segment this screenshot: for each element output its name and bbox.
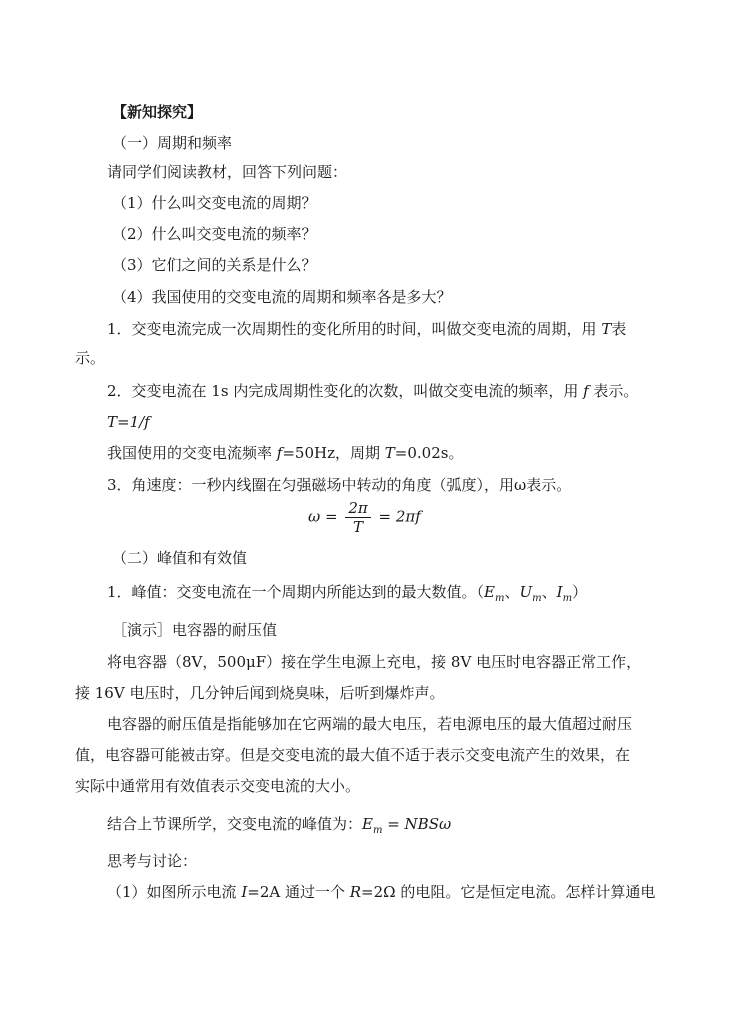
- formula-denominator: T: [353, 518, 364, 536]
- var-f: f: [276, 444, 283, 462]
- part2-title: （二）峰值和有效值: [112, 549, 248, 567]
- symbol-Im: $I_m$: [556, 583, 573, 604]
- definition-frequency-tail: 表示。: [588, 382, 639, 400]
- formula-numerator: 2π: [345, 499, 370, 518]
- question-current-text-b: =2A 通过一个: [247, 883, 350, 901]
- question-current: [107, 882, 655, 902]
- peak-definition: 1．峰值：交变电流在一个周期内所能达到的最大数值。（$E_m$、$U_m$、$I_m$）: [107, 583, 588, 604]
- definition-period-text: 1．交变电流完成一次周期性的变化所用的时间，叫做交变电流的周期，用: [107, 320, 602, 338]
- definition-frequency: [107, 381, 638, 401]
- symbol-Em: $E_m$: [484, 583, 505, 604]
- question-2: （2）什么叫交变电流的频率？: [112, 225, 317, 243]
- question-4: （4）我国使用的交变电流的周期和频率各是多大？: [112, 288, 452, 306]
- formula-rhs: = 2πf: [378, 507, 421, 526]
- china-text-a: 我国使用的交变电流频率: [107, 444, 277, 462]
- china-ac-values: [107, 443, 463, 463]
- demo-line-2: 接 16V 电压时，几分钟后闻到烧臭味，后听到爆炸声。: [75, 684, 445, 702]
- paragraph-line-2: 值，电容器可能被击穿。但是交变电流的最大值不适于表示交变电流产生的效果，在: [75, 746, 631, 764]
- relation-formula: T=1/f: [107, 413, 150, 431]
- var-R: R: [349, 883, 362, 901]
- var-f: f: [583, 382, 589, 400]
- paragraph-line-3: 实际中通常用有效值表示交变电流的大小。: [75, 777, 361, 795]
- angular-velocity-formula: [308, 499, 421, 536]
- formula-lhs: ω =: [308, 507, 338, 526]
- question-3: （3）它们之间的关系是什么？: [112, 256, 317, 274]
- peak-equation: [107, 814, 451, 841]
- question-current-text-a: （1）如图所示电流: [107, 883, 242, 901]
- china-text-b: =50Hz，周期: [282, 444, 385, 462]
- angular-velocity-def: 3．角速度：一秒内线圈在匀强磁场中转动的角度（弧度），用ω表示。: [107, 476, 572, 494]
- china-text-c: =0.02s。: [394, 444, 464, 462]
- part1-intro: 请同学们阅读教材，回答下列问题：: [107, 163, 348, 181]
- definition-period: [107, 319, 626, 339]
- demo-title: ［演示］电容器的耐压值: [112, 621, 278, 639]
- paragraph-line-1: 电容器的耐压值是指能够加在它两端的最大电压，若电源电压的最大值超过耐压: [107, 715, 633, 733]
- formula-fraction: [345, 499, 370, 536]
- question-1: （1）什么叫交变电流的周期？: [112, 194, 317, 212]
- think-discuss: 思考与讨论：: [107, 852, 198, 870]
- var-T: T: [384, 444, 395, 462]
- var-T: T: [601, 320, 612, 338]
- demo-line-1: 将电容器（8V，500μF）接在学生电源上充电，接 8V 电压时电容器正常工作，: [107, 653, 642, 671]
- definition-frequency-text: 2．交变电流在 1s 内完成周期性变化的次数，叫做交变电流的频率，用: [107, 382, 584, 400]
- definition-period-cont: 示。: [75, 349, 106, 367]
- symbol-Um: $U_m$: [519, 583, 542, 604]
- question-current-text-c: =2Ω 的电阻。它是恒定电流。怎样计算通电: [361, 883, 656, 901]
- definition-period-tail: 表: [611, 320, 627, 338]
- section-title: 【新知探究】: [112, 103, 203, 121]
- part1-title: （一）周期和频率: [112, 134, 233, 152]
- var-I: I: [241, 883, 248, 901]
- peak-equation-text: 结合上节课所学，交变电流的峰值为：: [107, 815, 363, 833]
- peak-definition-text: 1．峰值：交变电流在一个周期内所能达到的最大数值。（: [107, 583, 485, 601]
- peak-equation-formula: $E_m = NBS\omega$: [362, 815, 452, 836]
